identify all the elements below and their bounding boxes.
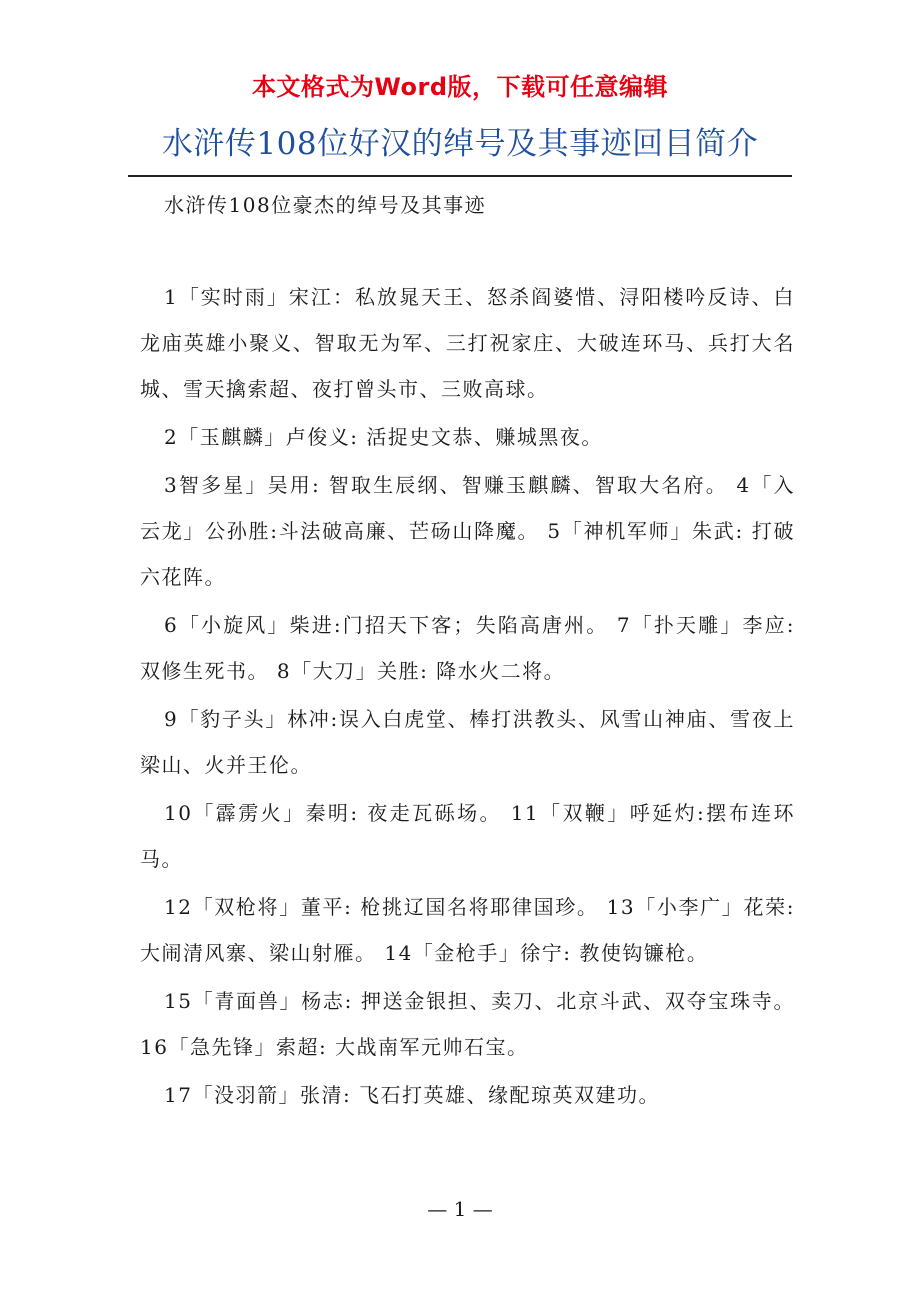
- paragraph-3: 3智多星」吴用: 智取生辰纲、智赚玉麒麟、智取大名府。 4「入云龙」公孙胜:斗法破高廉、芒砀山降魔。 5「神机军师」朱武: 打破六花阵。: [140, 473, 795, 589]
- title-divider: [128, 175, 792, 177]
- format-banner: 本文格式为Word版，下载可任意编辑: [251, 73, 669, 101]
- paragraph-6: 10「霹雳火」秦明: 夜走瓦砾场。 11「双鞭」呼延灼:摆布连环马。: [140, 801, 795, 871]
- page-number: — 1 —: [427, 1197, 493, 1221]
- document-title: 水浒传108位好汉的绰号及其事迹回目简介: [161, 126, 759, 162]
- paragraph-4: 6「小旋风」柴进:门招天下客；失陷高唐州。 7「扑天雕」李应: 双修生死书。 8「大刀」关胜: 降水火二将。: [140, 613, 795, 683]
- paragraph-9: 17「没羽箭」张清: 飞石打英雄、缘配琼英双建功。: [164, 1083, 661, 1107]
- document-body: [140, 182, 795, 1120]
- paragraph-2: 2「玉麒麟」卢俊义: 活捉史文恭、赚城黑夜。: [164, 425, 603, 449]
- paragraph-5: 9「豹子头」林冲:误入白虎堂、棒打洪教头、风雪山神庙、雪夜上梁山、火并王伦。: [140, 707, 795, 777]
- document-subtitle: 水浒传108位豪杰的绰号及其事迹: [164, 193, 487, 217]
- paragraph-7: 12「双枪将」董平: 枪挑辽国名将耶律国珍。 13「小李广」花荣: 大闹清风寨、梁山射雁。 14「金枪手」徐宁: 教使钩镰枪。: [140, 895, 795, 965]
- paragraph-8: 15「青面兽」杨志: 押送金银担、卖刀、北京斗武、双夺宝珠寺。 16「急先锋」索超: 大战南军元帅石宝。: [140, 989, 795, 1059]
- paragraph-1: 1「实时雨」宋江：私放晁天王、怒杀阎婆惜、浔阳楼吟反诗、白龙庙英雄小聚义、智取无为军、三打祝家庄、大破连环马、兵打大名城、雪天擒索超、夜打曾头市、三败高球。: [140, 285, 795, 401]
